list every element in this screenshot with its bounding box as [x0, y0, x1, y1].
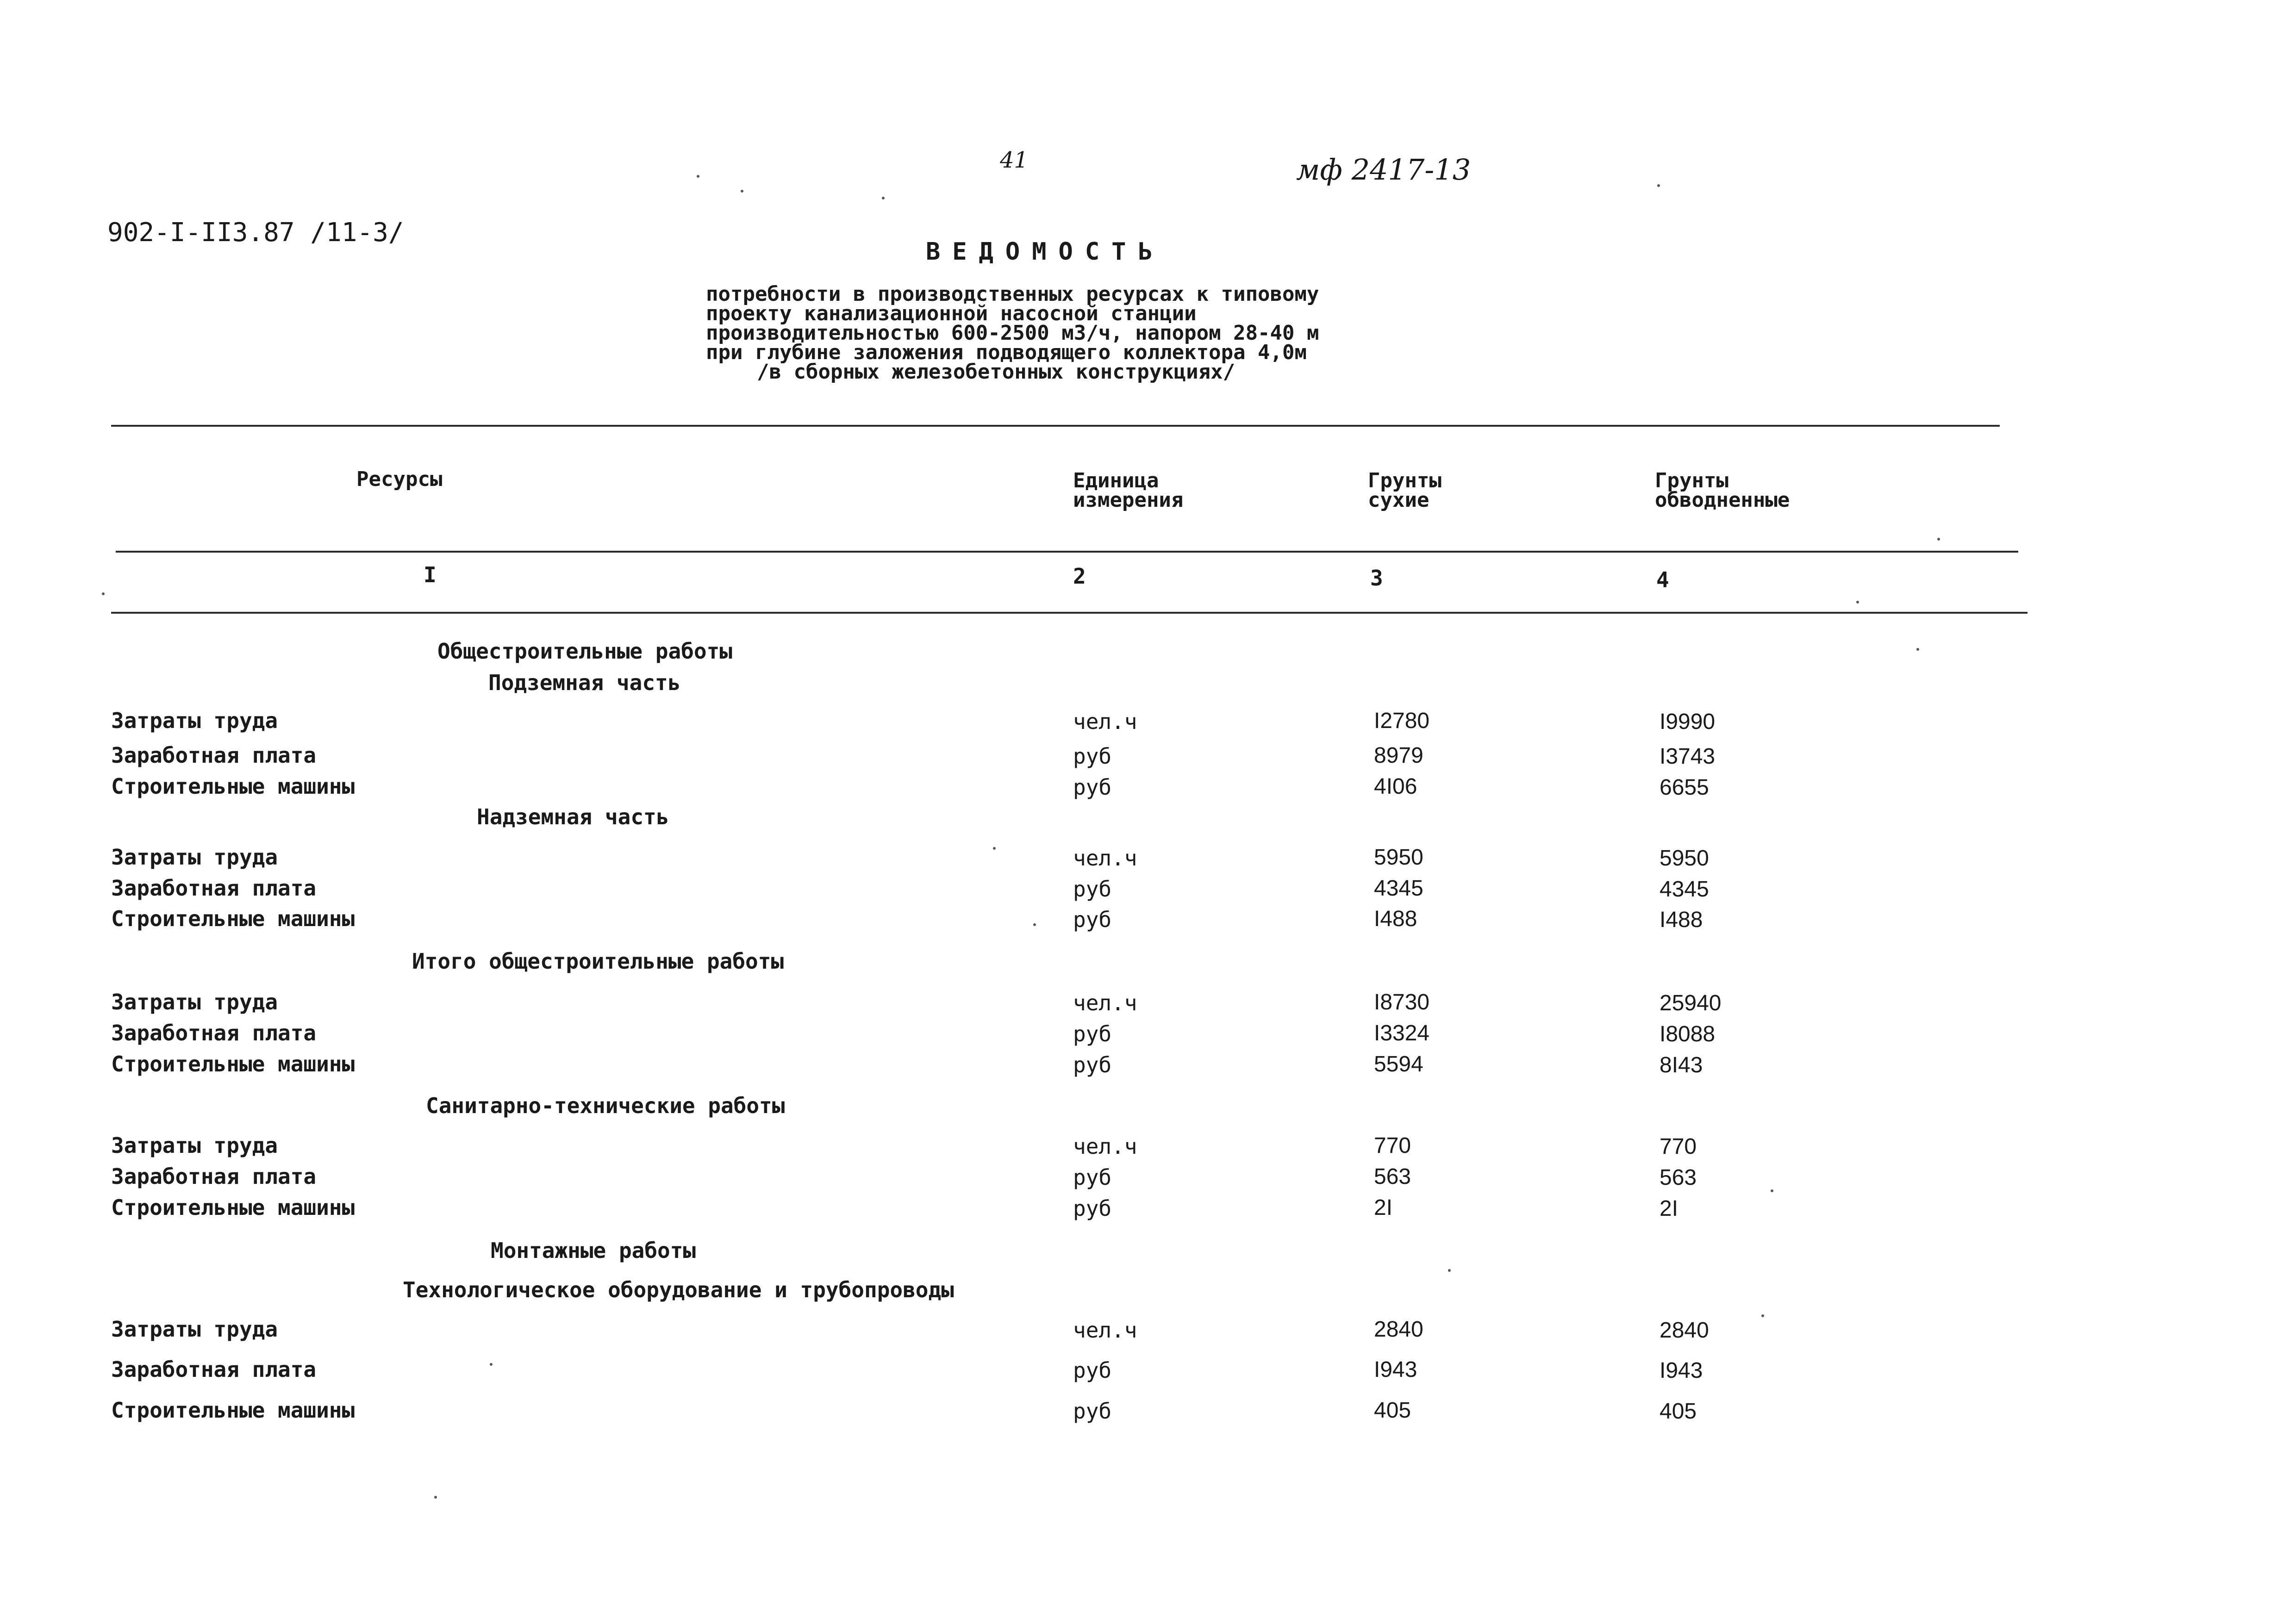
- row-label: Строительные машины: [111, 1398, 355, 1423]
- section-heading: Технологическое оборудование и трубопроводы: [403, 1277, 954, 1302]
- row-value-dry: I943: [1374, 1357, 1417, 1382]
- column-header-wet-line1: Грунты: [1655, 469, 1728, 492]
- column-header-dry-line2: сухие: [1368, 488, 1429, 512]
- subtitle-line: проекту канализационной насосной станции: [706, 302, 1197, 325]
- project-code: 902-I-II3.87 /11-3/: [107, 218, 404, 248]
- row-unit: руб: [1073, 1196, 1112, 1221]
- scan-speck: [490, 1363, 493, 1366]
- row-label: Заработная плата: [111, 1164, 317, 1189]
- section-heading: Монтажные работы: [491, 1238, 696, 1263]
- column-header-unit: [1073, 471, 1183, 510]
- scan-speck: [882, 197, 885, 199]
- row-unit: руб: [1073, 1358, 1112, 1383]
- row-value-dry: 563: [1374, 1164, 1411, 1189]
- row-value-wet: I488: [1660, 908, 1703, 932]
- row-value-dry: 5594: [1374, 1052, 1423, 1076]
- row-label: Затраты труда: [111, 845, 278, 870]
- row-unit: руб: [1073, 907, 1112, 932]
- row-unit: руб: [1073, 1052, 1112, 1077]
- row-label: Затраты труда: [111, 989, 278, 1014]
- subtitle-line: производительностью 600-2500 м3/ч, напором 28-40 м: [706, 321, 1319, 345]
- row-unit: чел.ч: [1073, 1134, 1137, 1159]
- row-value-wet: I9990: [1660, 709, 1716, 734]
- subtitle-line: /в сборных железобетонных конструкциях/: [757, 360, 1235, 384]
- column-header-dry-line1: Грунты: [1368, 469, 1441, 492]
- scan-speck: [1761, 1314, 1764, 1317]
- row-value-wet: 5950: [1660, 846, 1709, 871]
- row-value-dry: 5950: [1374, 845, 1423, 870]
- scan-speck: [1937, 538, 1940, 541]
- section-heading: Санитарно-технические работы: [426, 1093, 785, 1118]
- row-label: Заработная плата: [111, 1020, 317, 1045]
- row-label: Затраты труда: [111, 1133, 278, 1158]
- section-heading: Подземная часть: [488, 670, 681, 695]
- row-value-dry: I2780: [1374, 709, 1430, 733]
- row-value-wet: 2840: [1660, 1318, 1709, 1343]
- row-value-dry: 405: [1374, 1398, 1411, 1423]
- scan-speck: [1916, 648, 1919, 651]
- column-number-rule: [111, 612, 2028, 614]
- document-title: ВЕДОМОСТЬ: [926, 238, 1165, 266]
- document-subtitle: [706, 282, 1319, 384]
- column-number: I: [424, 562, 437, 587]
- column-number: 2: [1073, 564, 1086, 589]
- row-value-wet: 2I: [1660, 1196, 1678, 1221]
- row-value-wet: I8088: [1660, 1022, 1716, 1046]
- scan-speck: [1856, 601, 1859, 604]
- column-number: 3: [1370, 566, 1383, 591]
- table-top-rule: [111, 425, 2000, 427]
- row-label: Затраты труда: [111, 1317, 278, 1342]
- row-value-dry: I3324: [1374, 1021, 1430, 1045]
- row-label: Заработная плата: [111, 876, 317, 901]
- scan-speck: [1448, 1269, 1451, 1272]
- column-header-unit-line1: Единица: [1073, 469, 1159, 492]
- row-value-wet: I943: [1660, 1358, 1703, 1383]
- row-value-dry: 4I06: [1374, 774, 1417, 799]
- scan-speck: [102, 592, 105, 595]
- row-label: Строительные машины: [111, 1195, 355, 1220]
- row-unit: руб: [1073, 775, 1112, 800]
- row-unit: руб: [1073, 1165, 1112, 1190]
- row-value-wet: 770: [1660, 1134, 1697, 1159]
- scan-speck: [697, 175, 699, 178]
- row-value-wet: 25940: [1660, 991, 1722, 1015]
- scan-speck: [741, 190, 743, 193]
- column-header-resource: Ресурсы: [356, 467, 443, 491]
- column-header-wet: [1655, 471, 1790, 510]
- subtitle-line: потребности в производственных ресурсах к типовому: [706, 282, 1319, 306]
- section-heading: Надземная часть: [477, 804, 669, 829]
- row-unit: руб: [1073, 877, 1112, 902]
- page-number: 41: [1000, 147, 1029, 173]
- scan-speck: [1033, 923, 1036, 926]
- row-value-wet: 8I43: [1660, 1053, 1703, 1077]
- subtitle-line: при глубине заложения подводящего коллектора 4,0м: [706, 341, 1307, 364]
- row-label: Затраты труда: [111, 708, 278, 733]
- row-label: Заработная плата: [111, 1357, 317, 1382]
- column-number: 4: [1656, 567, 1669, 592]
- row-value-wet: I3743: [1660, 744, 1716, 769]
- row-unit: руб: [1073, 1021, 1112, 1046]
- row-unit: чел.ч: [1073, 846, 1137, 871]
- row-value-dry: 2I: [1374, 1195, 1393, 1220]
- row-unit: чел.ч: [1073, 990, 1137, 1015]
- row-label: Строительные машины: [111, 1052, 355, 1076]
- row-label: Строительные машины: [111, 906, 355, 931]
- column-header-unit-line2: измерения: [1073, 488, 1184, 512]
- column-header-wet-line2: обводненные: [1655, 488, 1790, 512]
- scan-speck: [1771, 1189, 1773, 1192]
- row-unit: чел.ч: [1073, 709, 1137, 734]
- row-label: Строительные машины: [111, 774, 355, 799]
- row-unit: руб: [1073, 1399, 1112, 1424]
- row-unit: руб: [1073, 744, 1112, 769]
- section-heading: Общестроительные работы: [437, 639, 732, 664]
- scan-speck: [434, 1496, 437, 1499]
- row-value-dry: I488: [1374, 907, 1417, 931]
- row-unit: чел.ч: [1073, 1318, 1137, 1343]
- row-value-dry: 2840: [1374, 1317, 1423, 1342]
- column-header-dry: [1368, 471, 1441, 510]
- row-value-dry: 4345: [1374, 876, 1423, 901]
- scan-speck: [993, 847, 996, 850]
- row-value-dry: I8730: [1374, 990, 1430, 1014]
- row-value-dry: 770: [1374, 1133, 1411, 1158]
- header-divider-rule: [116, 551, 2018, 553]
- scan-speck: [1657, 184, 1660, 187]
- row-value-wet: 4345: [1660, 877, 1709, 902]
- document-code: мф 2417-13: [1296, 153, 1471, 187]
- row-value-wet: 6655: [1660, 775, 1709, 800]
- row-value-dry: 8979: [1374, 743, 1423, 768]
- section-heading: Итого общестроительные работы: [412, 949, 784, 974]
- row-label: Заработная плата: [111, 743, 317, 768]
- row-value-wet: 405: [1660, 1399, 1697, 1424]
- row-value-wet: 563: [1660, 1165, 1697, 1190]
